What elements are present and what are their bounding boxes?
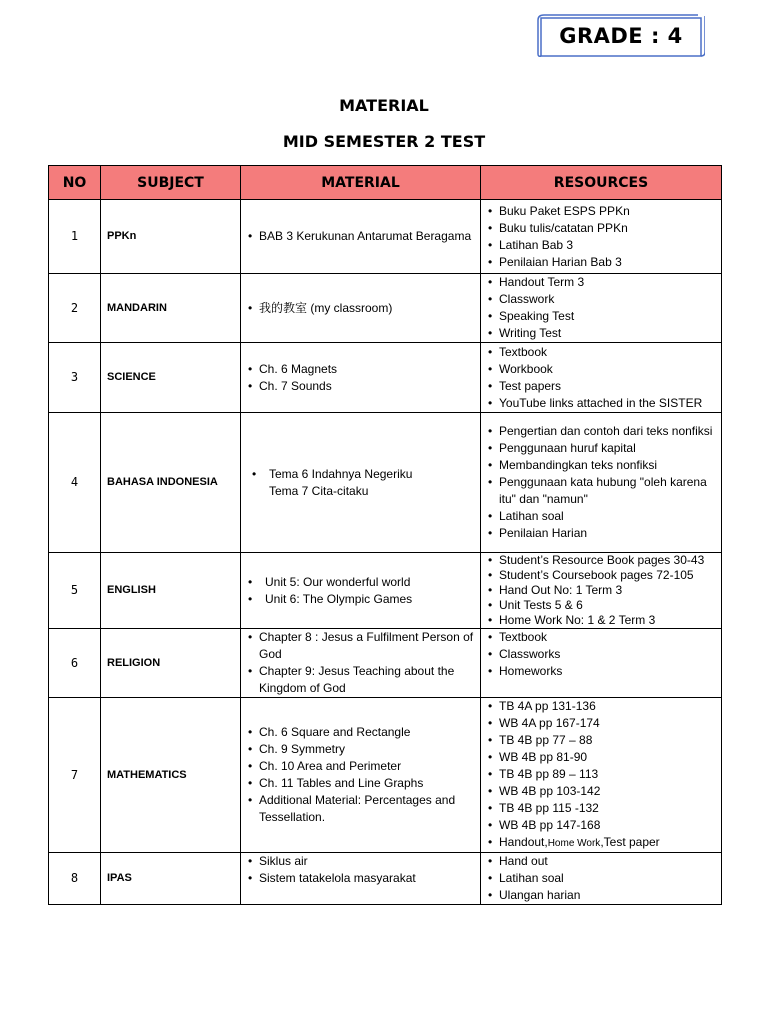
list-item: • Buku tulis/catatan PPKn — [485, 220, 719, 237]
list-item: • Unit 6: The Olympic Games — [245, 591, 476, 608]
list-item: • Textbook — [485, 629, 719, 646]
header-material: MATERIAL — [241, 166, 481, 200]
list-item: • Student’s Coursebook pages 72-105 — [485, 568, 719, 583]
list-item: • Buku Paket ESPS PPKn — [485, 203, 719, 220]
list-item: • Ch. 7 Sounds — [245, 378, 476, 395]
list-item: • Speaking Test — [485, 308, 719, 325]
list-item: • Membandingkan teks nonfiksi — [485, 457, 719, 474]
resource-homework: Home Work — [547, 838, 601, 849]
table-row — [49, 200, 722, 274]
page-subtitle: MID SEMESTER 2 TEST — [282, 132, 486, 151]
header-resources: RESOURCES — [481, 166, 722, 200]
list-item: • Penilaian Harian Bab 3 — [485, 254, 719, 271]
subject-cell: MANDARIN — [101, 274, 241, 343]
resources-cell — [481, 274, 722, 343]
table-row — [49, 553, 722, 629]
subject-cell: SCIENCE — [101, 343, 241, 413]
list-item: • Latihan soal — [485, 508, 719, 525]
subject-cell: PPKn — [101, 200, 241, 274]
list-item: • TB 4B pp 89 – 113 — [485, 766, 719, 783]
material-cell — [241, 553, 481, 629]
list-item: • Chapter 9: Jesus Teaching about the Kingdom of God — [245, 663, 476, 697]
table-header-row — [49, 166, 722, 200]
list-item: • Workbook — [485, 361, 719, 378]
list-item: • Ch. 6 Magnets — [245, 361, 476, 378]
list-item: • Hand out — [485, 853, 719, 870]
row-number: 5 — [49, 553, 101, 629]
table-row — [49, 698, 722, 853]
list-item: • Latihan soal — [485, 870, 719, 887]
material-cell — [241, 698, 481, 853]
list-item — [485, 834, 719, 852]
material-cell — [241, 629, 481, 698]
material-cell — [241, 343, 481, 413]
list-item: • Siklus air — [245, 853, 476, 870]
list-item: • Homeworks — [485, 663, 719, 680]
table-row — [49, 343, 722, 413]
subject-cell: RELIGION — [101, 629, 241, 698]
list-item: • Ulangan harian — [485, 887, 719, 904]
row-number: 4 — [49, 413, 101, 553]
list-item: • Chapter 8 : Jesus a Fulfilment Person of God — [245, 629, 476, 663]
list-item: • Sistem tatakelola masyarakat — [245, 870, 476, 887]
row-number: 1 — [49, 200, 101, 274]
header-subject: SUBJECT — [101, 166, 241, 200]
list-item: • Handout Term 3 — [485, 274, 719, 291]
row-number: 2 — [49, 274, 101, 343]
list-item: • Latihan Bab 3 — [485, 237, 719, 254]
list-item: • WB 4B pp 81-90 — [485, 749, 719, 766]
list-item: • Tema 6 Indahnya Negeriku — [249, 466, 476, 483]
grade-banner — [537, 14, 705, 58]
list-item: • WB 4A pp 167-174 — [485, 715, 719, 732]
list-item: • WB 4B pp 147-168 — [485, 817, 719, 834]
list-item: • Ch. 11 Tables and Line Graphs — [245, 775, 476, 792]
list-item: • Ch. 9 Symmetry — [245, 741, 476, 758]
resources-cell — [481, 413, 722, 553]
list-item: • Home Work No: 1 & 2 Term 3 — [485, 613, 719, 628]
list-item: • Classwork — [485, 291, 719, 308]
material-cell — [241, 200, 481, 274]
list-item: • Penilaian Harian — [485, 525, 719, 542]
resources-cell — [481, 343, 722, 413]
material-cell — [241, 274, 481, 343]
list-item: • TB 4B pp 115 -132 — [485, 800, 719, 817]
header-no: NO — [49, 166, 101, 200]
grade-label: GRADE : 4 — [559, 24, 683, 48]
list-item: • TB 4B pp 77 – 88 — [485, 732, 719, 749]
table-row — [49, 629, 722, 698]
row-number: 6 — [49, 629, 101, 698]
list-item: • Unit Tests 5 & 6 — [485, 598, 719, 613]
list-item: • Ch. 10 Area and Perimeter — [245, 758, 476, 775]
list-item: • Test papers — [485, 378, 719, 395]
material-cell — [241, 413, 481, 553]
resources-cell — [481, 200, 722, 274]
list-item: • Ch. 6 Square and Rectangle — [245, 724, 476, 741]
list-item: • Unit 5: Our wonderful world — [245, 574, 476, 591]
list-item: • WB 4B pp 103-142 — [485, 783, 719, 800]
material-table — [48, 165, 722, 905]
subject-cell: BAHASA INDONESIA — [101, 413, 241, 553]
table-row — [49, 274, 722, 343]
resources-cell — [481, 698, 722, 853]
resource-handout: Handout, — [499, 835, 548, 849]
page-title: MATERIAL — [339, 96, 429, 115]
row-number: 3 — [49, 343, 101, 413]
list-item: Tema 7 Cita-citaku — [269, 483, 369, 498]
list-item: • Student’s Resource Book pages 30-43 — [485, 553, 719, 568]
subject-cell: IPAS — [101, 853, 241, 905]
list-item: • Penggunaan kata hubung "oleh karena itu" dan "namun" — [485, 474, 719, 508]
list-item: • Additional Material: Percentages and Tessellation. — [245, 792, 476, 826]
list-item: • 我的教室 (my classroom) — [245, 300, 476, 317]
resources-cell — [481, 629, 722, 698]
list-item: • YouTube links attached in the SISTER — [485, 395, 719, 412]
list-item: • Textbook — [485, 344, 719, 361]
list-item: • TB 4A pp 131-136 — [485, 698, 719, 715]
list-item: • Pengertian dan contoh dari teks nonfiksi — [485, 423, 719, 440]
table-row — [49, 853, 722, 905]
subject-cell: ENGLISH — [101, 553, 241, 629]
list-item: • Penggunaan huruf kapital — [485, 440, 719, 457]
resources-cell — [481, 553, 722, 629]
row-number: 8 — [49, 853, 101, 905]
table-row — [49, 413, 722, 553]
subject-cell: MATHEMATICS — [101, 698, 241, 853]
list-item: • Classworks — [485, 646, 719, 663]
row-number: 7 — [49, 698, 101, 853]
list-item: • Hand Out No: 1 Term 3 — [485, 583, 719, 598]
material-cell — [241, 853, 481, 905]
list-item: • Writing Test — [485, 325, 719, 342]
resources-cell — [481, 853, 722, 905]
resource-test-paper: ,Test paper — [600, 835, 660, 849]
list-item: • BAB 3 Kerukunan Antarumat Beragama — [245, 228, 476, 245]
